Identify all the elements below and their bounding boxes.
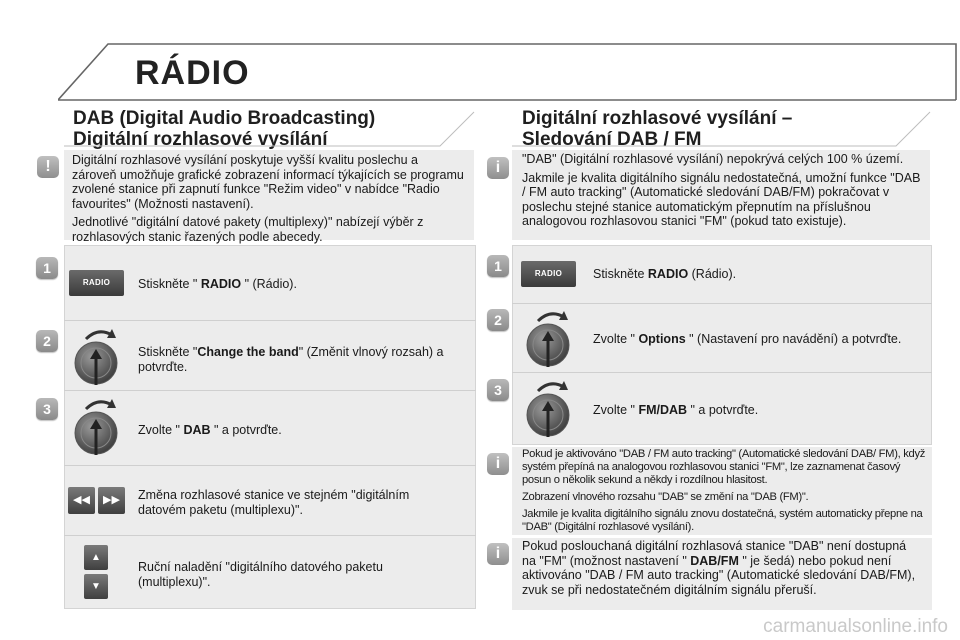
divider — [64, 465, 476, 466]
right-step-1-text: Stiskněte RADIO (Rádio). — [593, 267, 737, 281]
watermark: carmanualsonline.info — [763, 616, 948, 637]
right-info-paragraph-2: Jakmile je kvalita digitálního signálu nedostatečná, umožní funkce "DAB / FM auto tracking" (Automatické sledování DAB/FM) pokračovat v poslechu stejné stanice automatickým přepnutím na příslušnou analogovou rozhlasovou stanici "FM" (pokud tato existuje). — [522, 170, 921, 228]
info-icon: i — [487, 543, 509, 565]
left-step-4-text: Změna rozhlasové stanice ve stejném "digitálním datovém paketu (multiplexu)". — [138, 488, 410, 517]
left-step-3-text: Zvolte " DAB " a potvrďte. — [138, 423, 282, 437]
divider — [64, 320, 476, 321]
left-step-1-text: Stiskněte " RADIO " (Rádio). — [138, 277, 297, 291]
left-info-text — [72, 153, 464, 248]
right-heading-line1: Digitální rozhlasové vysílání – — [522, 108, 793, 129]
divider — [64, 390, 476, 391]
step-number-3: 3 — [487, 379, 509, 401]
step-number-1: 1 — [36, 257, 58, 279]
step-number-2: 2 — [36, 330, 58, 352]
right-note-2-text: Pokud poslouchaná digitální rozhlasová stanice "DAB" není dostupná na "FM" (možnost nastavení " DAB/FM " je šedá) nebo pokud není aktivováno "DAB / FM auto tracking" (Automatické sledování DAB/FM), zvuk se při nedostatečném digitálním signálu přeruší. — [522, 539, 916, 597]
right-note-1-text: Pokud je aktivováno "DAB / FM auto tracking" (Automatické sledování DAB/ FM), když systém přepíná na analogovou rozhlasovou stanici "FM", lze zaznamenat časový posun o několik sekund a někdy i rozdílnou hlasitost. Zobrazení vlnového rozsahu "DAB" se změní na "DAB (FM)". Jakmile je kvalita digitálního signálu znovu dostatečná, systém automaticky přepne na "DAB" (Digitální rozhlasové vysílání). — [522, 448, 926, 533]
arrow-up-icon[interactable]: ▲ — [84, 545, 108, 570]
right-heading-line2: Sledování DAB / FM — [522, 129, 702, 150]
arrow-down-icon[interactable]: ▼ — [84, 574, 108, 599]
step-number-1: 1 — [487, 255, 509, 277]
right-heading-underline — [512, 108, 932, 148]
seek-forward-icon[interactable]: ▶▶ — [98, 487, 125, 514]
left-heading-line1: DAB (Digital Audio Broadcasting) — [73, 108, 376, 129]
seek-back-icon[interactable]: ◀◀ — [68, 487, 95, 514]
divider — [64, 535, 476, 536]
left-info-paragraph-1: Digitální rozhlasové vysílání poskytuje vyšší kvalitu poslechu a zároveň umožňuje grafické zobrazení informací týkajících se programu zvolené stanice při zapnutí funkce "Režim video" v nabídce "Radio favourites" (Možnosti nastavení). — [72, 153, 464, 211]
right-step-2-text: Zvolte " Options " (Nastavení pro navádění) a potvrďte. — [593, 332, 902, 346]
step-number-3: 3 — [36, 398, 58, 420]
rotary-knob-icon[interactable] — [72, 325, 122, 387]
radio-button[interactable]: RADIO — [521, 261, 576, 287]
divider — [512, 303, 932, 304]
right-step-3-text: Zvolte " FM/DAB " a potvrďte. — [593, 403, 759, 417]
step-number-2: 2 — [487, 309, 509, 331]
left-heading-underline — [64, 108, 476, 148]
left-heading-line2: Digitální rozhlasové vysílání — [73, 129, 328, 150]
left-info-paragraph-2: Jednotlivé "digitální datové pakety (multiplexy)" nabízejí výběr z rozhlasových stanic řazených podle abecedy. — [72, 215, 424, 244]
left-step-5-text: Ruční naladění "digitálního datového paketu (multiplexu)". — [138, 560, 383, 589]
right-info-paragraph-1: "DAB" (Digitální rozhlasové vysílání) nepokrývá celých 100 % území. — [522, 152, 904, 166]
page-title: RÁDIO — [135, 54, 250, 92]
radio-button[interactable]: RADIO — [69, 270, 124, 296]
right-info-text — [522, 152, 927, 233]
divider — [512, 372, 932, 373]
warning-icon: ! — [37, 156, 59, 178]
rotary-knob-icon[interactable] — [524, 307, 574, 369]
info-icon: i — [487, 157, 509, 179]
rotary-knob-icon[interactable] — [72, 395, 122, 457]
rotary-knob-icon[interactable] — [524, 377, 574, 439]
left-step-2-text: Stiskněte "Change the band" (Změnit vlnový rozsah) a potvrďte. — [138, 345, 444, 374]
info-icon: i — [487, 453, 509, 475]
